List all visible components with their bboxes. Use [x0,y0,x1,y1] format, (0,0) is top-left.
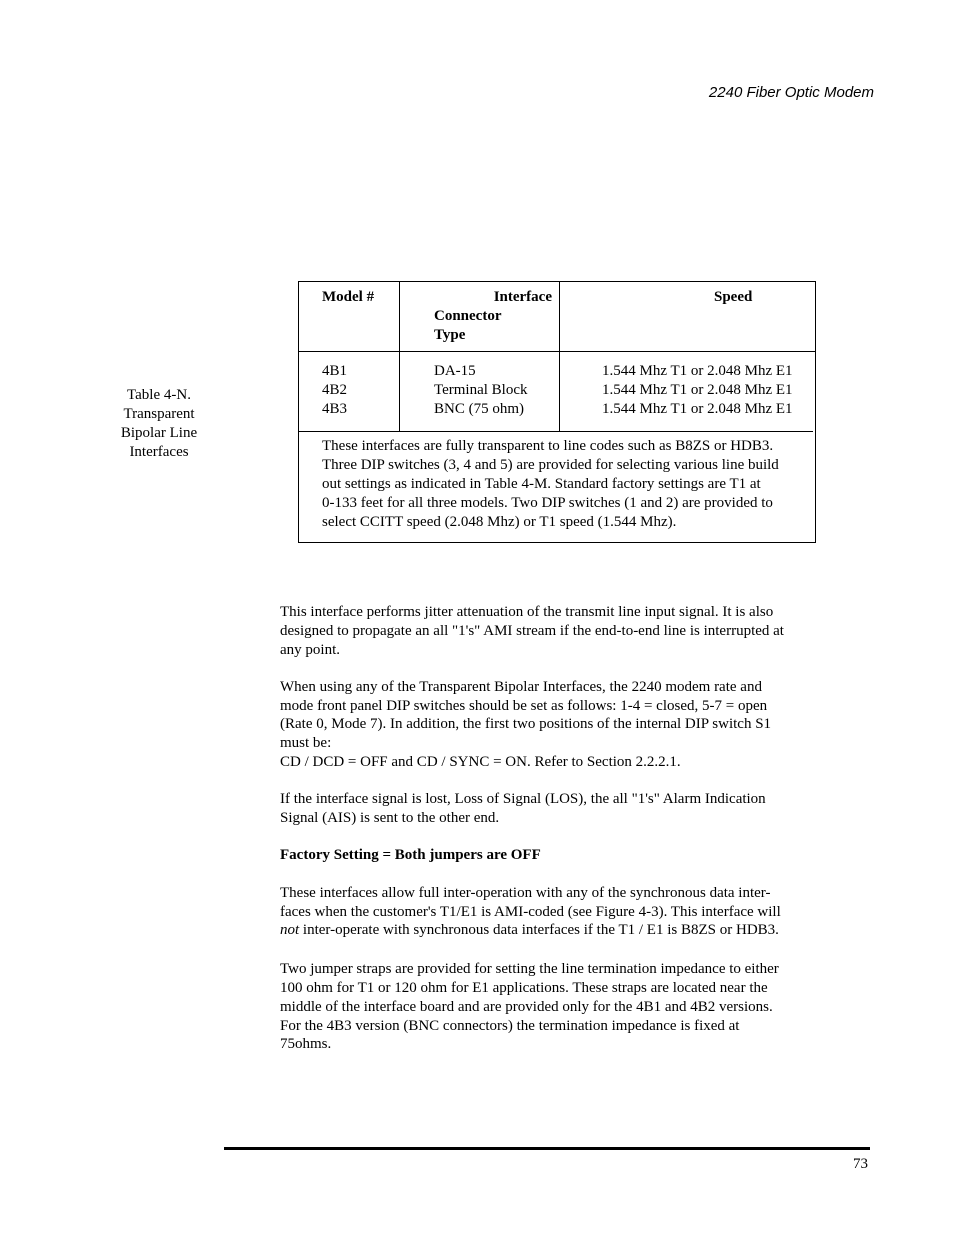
body-line: CD / DCD = OFF and CD / SYNC = ON. Refer to Section 2.2.2.1. [280,754,681,771]
body-line-rest: inter-operate with synchronous data interfaces if the T1 / E1 is B8ZS or HDB3. [299,922,779,939]
note-line: Three DIP switches (3, 4 and 5) are provided for selecting various line build [322,457,779,473]
header-interface-line: Type [434,327,466,343]
note-divider [299,431,813,432]
factory-setting: Factory Setting = Both jumpers are OFF [280,847,541,864]
body-text [280,603,820,1073]
connector-cell: BNC (75 ohm) [434,401,524,417]
table-caption [108,386,210,462]
connector-cell: DA-15 [434,363,476,379]
body-line: When using any of the Transparent Bipolar Interfaces, the 2240 modem rate and [280,678,762,695]
model-cell: 4B3 [322,401,348,417]
body-line: middle of the interface board and are provided only for the 4B1 and 4B2 versions. [280,998,773,1015]
speed-cell: 1.544 Mhz T1 or 2.048 Mhz E1 [602,363,793,379]
body-line: 100 ohm for T1 or 120 ohm for E1 applications. These straps are located near the [280,979,768,996]
caption-line: Table 4-N. [127,387,191,403]
paragraph-jitter [280,603,820,659]
caption-line: Interfaces [129,444,189,460]
body-line: any point. [280,641,340,658]
speed-cell: 1.544 Mhz T1 or 2.048 Mhz E1 [602,382,793,398]
body-line [280,921,820,940]
caption-line: Transparent [123,406,195,422]
body-line: This interface performs jitter attenuation of the transmit line input signal. It is also [280,604,774,620]
column-divider [399,282,400,432]
connector-column [434,362,528,419]
body-line: For the 4B3 version (BNC connectors) the termination impedance is fixed at [280,1017,740,1034]
note-line: 0-133 feet for all three models. Two DIP switches (1 and 2) are provided to [322,495,773,511]
body-line: Signal (AIS) is sent to the other end. [280,810,500,827]
note-line: out settings as indicated in Table 4-M. Standard factory settings are T1 at [322,476,761,492]
model-column [322,362,347,419]
body-line: designed to propagate an all "1's" AMI stream if the end-to-end line is interrupted at [280,622,784,639]
body-line: Two jumper straps are provided for setting the line termination impedance to either [280,961,779,978]
caption-line: Bipolar Line [120,425,198,441]
paragraph-los [280,790,820,828]
header-speed: Speed [714,289,753,305]
paragraph-jumpers [280,960,820,1054]
body-line: These interfaces allow full inter-operation with any of the synchronous data inter- [280,884,771,901]
header-interface-line: Interface [493,289,552,305]
speed-cell: 1.544 Mhz T1 or 2.048 Mhz E1 [602,401,793,417]
body-line: mode front panel DIP switches should be set as follows: 1-4 = closed, 5-7 = open [280,697,768,714]
body-line: (Rate 0, Mode 7). In addition, the first two positions of the internal DIP switch S1 [280,716,772,733]
interfaces-table [298,281,816,543]
header-interface [434,288,552,345]
speed-column [602,362,793,419]
body-line: faces when the customer's T1/E1 is AMI-coded (see Figure 4-3). This interface will [280,903,781,920]
emphasis-not: not [280,922,300,939]
paragraph-dip-switches [280,678,820,772]
body-line: If the interface signal is lost, Loss of Signal (LOS), the all "1's" Alarm Indication [280,791,766,808]
footer-rule [224,1147,870,1150]
running-header: 2240 Fiber Optic Modem [708,84,874,101]
note-line: These interfaces are fully transparent to line codes such as B8ZS or HDB3. [322,438,774,454]
model-cell: 4B1 [322,363,348,379]
connector-cell: Terminal Block [434,382,528,398]
body-line: must be: [280,735,332,752]
body-line: 75ohms. [280,1036,332,1053]
header-divider [299,351,815,352]
table-note [322,437,810,532]
model-cell: 4B2 [322,382,348,398]
header-model: Model # [322,289,375,305]
column-divider [559,282,560,432]
paragraph-interoperation [280,884,820,940]
note-line: select CCITT speed (2.048 Mhz) or T1 speed (1.544 Mhz). [322,514,677,530]
header-interface-line: Connector [434,308,502,324]
page-number: 73 [853,1156,868,1172]
